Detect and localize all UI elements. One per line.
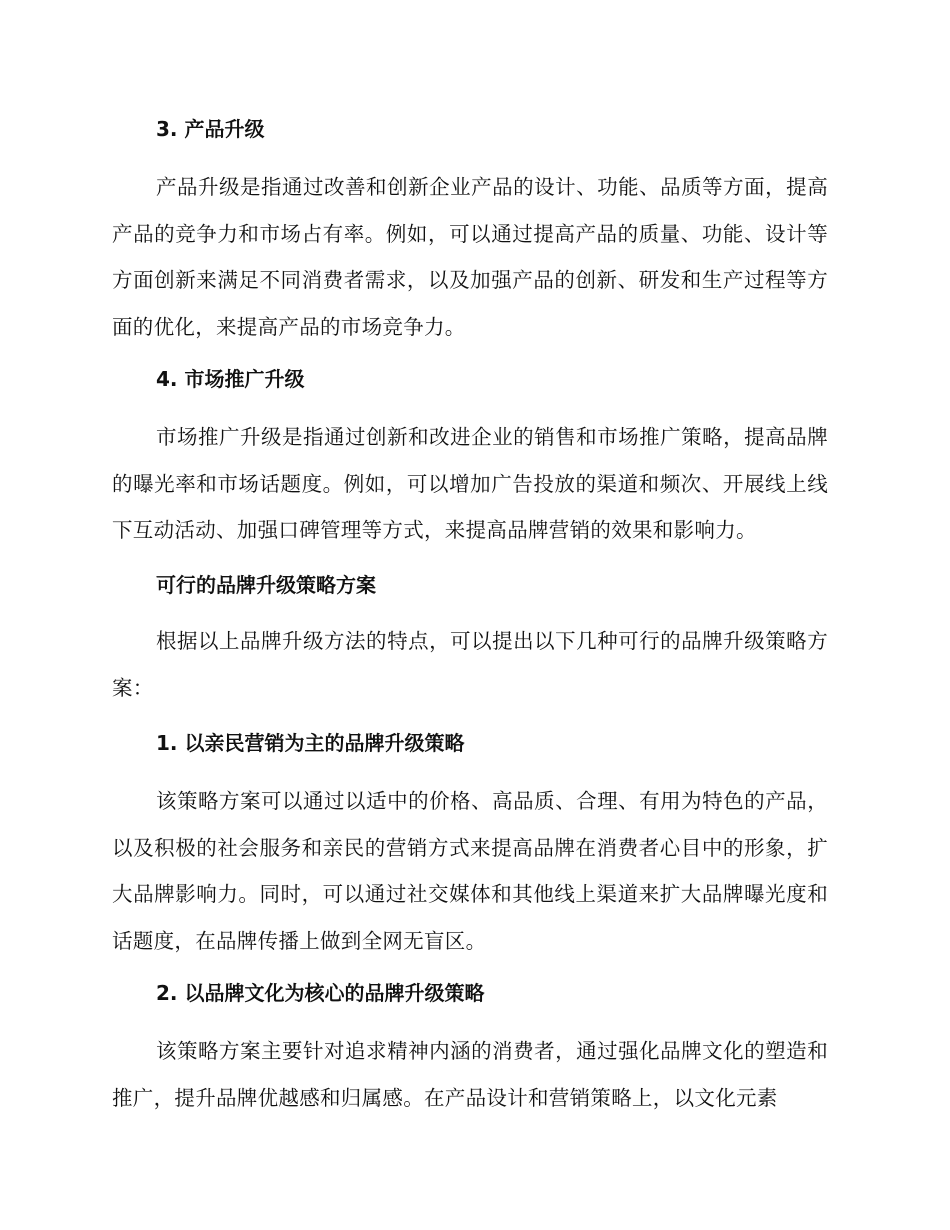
section-paragraph-strategy-2: 该策略方案主要针对追求精神内涵的消费者，通过强化品牌文化的塑造和推广，提升品牌优越感和归属感。在产品设计和营销策略上，以文化元素 — [112, 1039, 828, 1110]
section-heading-feasible-strategies: 可行的品牌升级策略方案 — [156, 573, 376, 597]
section-paragraph-strategy-1: 该策略方案可以通过以适中的价格、高品质、合理、有用为特色的产品，以及积极的社会服务和亲民的营销方式来提高品牌在消费者心目中的形象，扩大品牌影响力。同时，可以通过社交媒体和其他线上渠道来扩大品牌曝光度和话题度，在品牌传播上做到全网无盲区。 — [112, 789, 828, 953]
section-heading-strategy-2: 2. 以品牌文化为核心的品牌升级策略 — [156, 981, 485, 1005]
section-heading-product-upgrade: 3. 产品升级 — [156, 117, 265, 141]
section-paragraph-feasible-strategies: 根据以上品牌升级方法的特点，可以提出以下几种可行的品牌升级策略方案： — [112, 629, 828, 700]
section-heading-marketing-upgrade: 4. 市场推广升级 — [156, 367, 305, 391]
section-paragraph-product-upgrade: 产品升级是指通过改善和创新企业产品的设计、功能、品质等方面，提高产品的竞争力和市场占有率。例如，可以通过提高产品的质量、功能、设计等方面创新来满足不同消费者需求，以及加强产品的创新、研发和生产过程等方面的优化，来提高产品的市场竞争力。 — [112, 175, 828, 339]
section-paragraph-marketing-upgrade: 市场推广升级是指通过创新和改进企业的销售和市场推广策略，提高品牌的曝光率和市场话题度。例如，可以增加广告投放的渠道和频次、开展线上线下互动活动、加强口碑管理等方式，来提高品牌营销的效果和影响力。 — [112, 425, 828, 542]
section-heading-strategy-1: 1. 以亲民营销为主的品牌升级策略 — [156, 731, 465, 755]
